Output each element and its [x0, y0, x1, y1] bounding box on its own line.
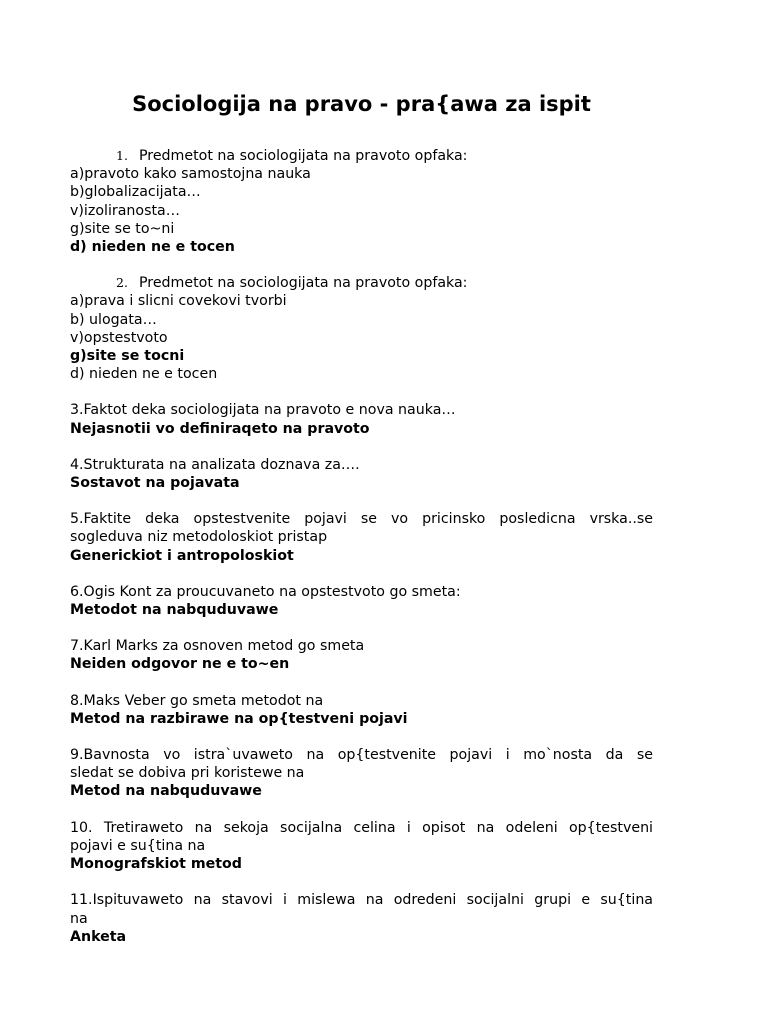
question-4-answer: Sostavot na pojavata [70, 475, 240, 492]
question-2 [70, 274, 653, 383]
question-3-text: 3.Faktot deka sociologijata na pravoto e nova nauka… [70, 402, 456, 419]
question-2-option-a: a)prava i slicni covekovi tvorbi [70, 293, 287, 310]
question-4 [70, 456, 653, 492]
question-2-text: Predmetot na sociologijata na pravoto opfaka: [139, 275, 468, 292]
question-1-option-a: a)pravoto kako samostojna nauka [70, 166, 311, 183]
question-5-text-line-1: 5.Faktite deka opstestvenite pojavi se vo pricinsko posledicna vrska..se [70, 511, 653, 528]
question-1-answer: d) nieden ne e tocen [70, 239, 235, 256]
question-2-option-v: v)opstestvoto [70, 329, 168, 346]
question-8-answer: Metod na razbirawe na op{testveni pojavi [70, 710, 408, 727]
question-2-option-d: d) nieden ne e tocen [70, 366, 218, 383]
question-10 [70, 819, 653, 874]
question-2-number: 2. [116, 275, 128, 291]
question-1-option-b: b)globalizacijata… [70, 184, 201, 201]
question-3 [70, 401, 653, 437]
question-7-text: 7.Karl Marks za osnoven metod go smeta [70, 638, 365, 655]
question-4-text: 4.Strukturata na analizata doznava za…. [70, 456, 360, 473]
question-1-number: 1. [116, 148, 128, 163]
question-2-prompt [70, 274, 653, 292]
question-2-option-b: b) ulogata… [70, 311, 157, 328]
question-6 [70, 583, 653, 619]
question-5-text-line-2: sogleduva niz metodoloskiot pristap [70, 529, 328, 546]
question-list [70, 147, 653, 964]
question-7-answer: Neiden odgovor ne e to~en [70, 656, 290, 673]
question-5-answer: Generickiot i antropoloskiot [70, 547, 294, 564]
question-1-option-v: v)izoliranosta… [70, 202, 180, 219]
question-9 [70, 746, 653, 801]
question-5 [70, 510, 653, 565]
question-9-answer: Metod na nabquduvawe [70, 783, 262, 800]
question-11-text-line-1: 11.Ispituvaweto na stavovi i mislewa na odredeni socijalni grupi e su{tina [70, 892, 653, 909]
question-6-text: 6.Ogis Kont za proucuvaneto na opstestvoto go smeta: [70, 583, 461, 600]
question-11-text-line-2: na [70, 910, 88, 927]
question-1-prompt [70, 147, 653, 165]
question-2-answer: g)site se tocni [70, 348, 185, 365]
question-11-answer: Anketa [70, 928, 127, 945]
question-11 [70, 891, 653, 946]
page-title: Sociologija na pravo - pra{awa za ispit [132, 92, 591, 116]
question-10-text-line-1: 10. Tretiraweto na sekoja socijalna celina i opisot na odeleni op{testveni [70, 819, 653, 836]
question-1-text: Predmetot na sociologijata na pravoto opfaka: [139, 148, 468, 164]
question-1 [70, 147, 653, 256]
question-6-answer: Metodot na nabquduvawe [70, 602, 279, 619]
question-8 [70, 692, 653, 728]
question-1-option-g: g)site se to~ni [70, 220, 175, 237]
question-10-answer: Monografskiot metod [70, 856, 242, 873]
question-3-answer: Nejasnotii vo definiraqeto na pravoto [70, 420, 370, 437]
question-9-text-line-2: sledat se dobiva pri koristewe na [70, 765, 305, 782]
question-9-text-line-1: 9.Bavnosta vo istra`uvaweto na op{testvenite pojavi i mo`nosta da se [70, 747, 653, 764]
question-7 [70, 637, 653, 673]
question-8-text: 8.Maks Veber go smeta metodot na [70, 692, 324, 709]
question-10-text-line-2: pojavi e su{tina na [70, 837, 206, 854]
